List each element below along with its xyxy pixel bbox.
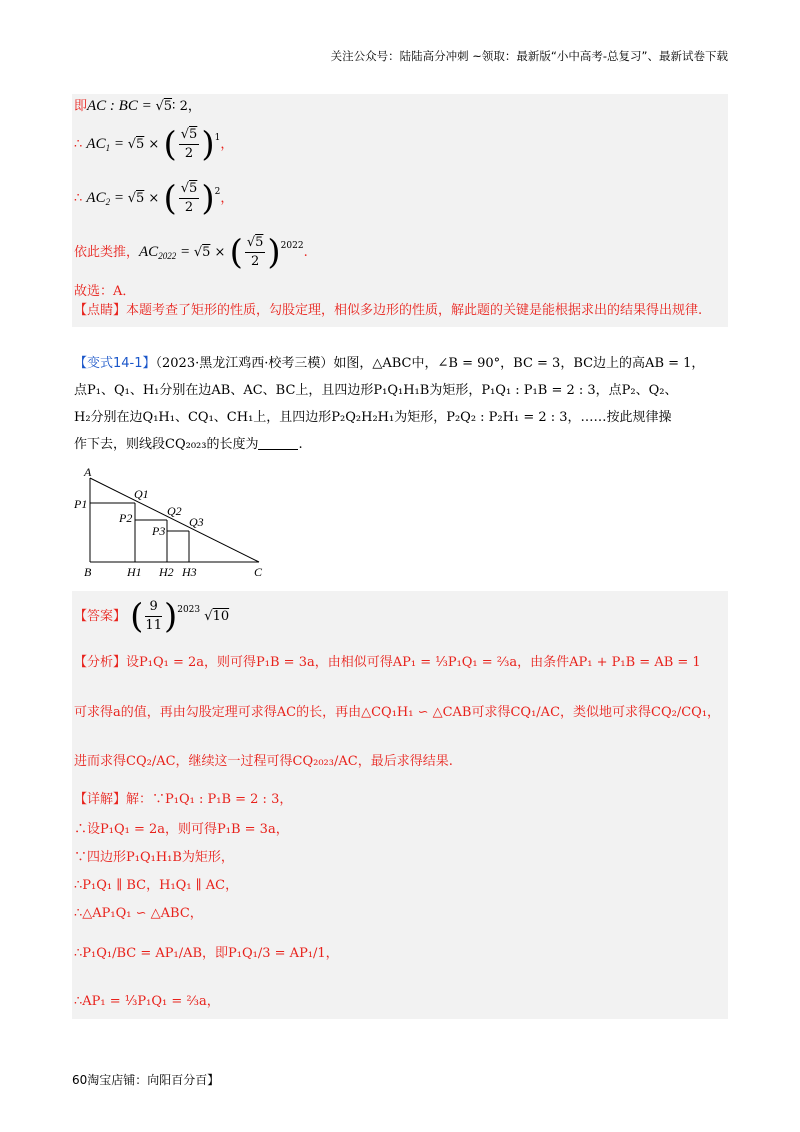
answer-line: 【答案】 ( $\frac{9}{11}$ )$^{2023}$ √10 (74, 596, 230, 637)
label-P2: P2 (119, 511, 133, 525)
detail-line-6: ∴P₁Q₁/BC = AP₁/AB，即P₁Q₁/3 = AP₁/1， (74, 946, 339, 961)
detail-line-7: ∴AP₁ = ⅓P₁Q₁ = ⅔a， (74, 994, 220, 1009)
label-P3: P3 (152, 524, 166, 538)
prev-comment: 【点睛】本题考查了矩形的性质，勾股定理，相似多边形的性质，解此题的关键是能根据求出的结果得出规律. (74, 303, 703, 318)
label-A: A (84, 465, 92, 479)
prev-line-ac2022: 依此类推，$AC_{2022} = √5$ × ( $\frac{√5}{2}$ )$^{2022}$. (74, 232, 308, 273)
detail-line-2: ∴设P₁Q₁ = 2a，则可得P₁B = 3a， (74, 822, 289, 837)
label-H3: H3 (182, 565, 197, 579)
page-footer: 60淘宝店铺：向阳百分百】 (72, 1073, 220, 1087)
label-H2: H2 (159, 565, 174, 579)
prev-line-ac2: ∴ $AC_2 = √5$ × ( $\frac{√5}{2}$ )$^2$， (74, 178, 234, 219)
detail-line-5: ∴△AP₁Q₁ ∽ △ABC， (74, 906, 203, 921)
prev-line-ratio: 即AC : BC = √5∶ 2， (74, 98, 201, 114)
triangle-figure (72, 464, 272, 584)
prev-line-ac1: ∴ $AC_1 = √5$ × ( $\frac{√5}{2}$ )$^1$， (74, 124, 234, 165)
detail-line-3: ∵四边形P₁Q₁H₁B为矩形， (74, 850, 234, 865)
problem-statement: 【变式14-1】（2023·黑龙江鸡西·校考三模）如图，△ABC中，∠B = 90°，BC = 3，BC边上的高AB = 1， 点P₁、Q₁、H₁分别在边AB、AC、BC上，且四边形P₁Q₁H₁B为矩形，P₁Q₁ : P₁B = 2 : 3，点P₂、Q₂、 H₂分别在边Q₁H₁、CQ₁、CH₁上，且四边形P₂Q₂H₂H₁为矩形，P₂Q₂ : P₂H₁ = 2 : 3，……按此规律操 作下去，则线段CQ₂₀₂₃的长度为 . (74, 356, 705, 452)
label-Q3: Q3 (189, 515, 204, 529)
page-header: 关注公众号：陆陆高分冲刺 ~领取：最新版“小中高考-总复习”、最新试卷下载 (330, 49, 728, 63)
label-P1: P1 (74, 497, 88, 511)
analysis-line-3: 进而求得CQ₂/AC，继续这一过程可得CQ₂₀₂₃/AC，最后求得结果. (74, 754, 453, 769)
answer-blank (258, 436, 298, 450)
label-Q1: Q1 (134, 487, 149, 501)
label-Q2: Q2 (167, 504, 182, 518)
label-B: B (84, 565, 92, 579)
detail-line-4: ∴P₁Q₁ ∥ BC，H₁Q₁ ∥ AC， (74, 878, 239, 893)
analysis-line-1: 【分析】设P₁Q₁ = 2a，则可得P₁B = 3a，由相似可得AP₁ = ⅓P₁Q₁ = ⅔a，由条件AP₁ + P₁B = AB = 1 (74, 655, 701, 670)
detail-line-1: 【详解】解：∵P₁Q₁ : P₁B = 2 : 3， (74, 792, 293, 807)
prev-choice: 故选：A． (74, 284, 136, 299)
label-C: C (254, 565, 263, 579)
label-H1: H1 (127, 565, 142, 579)
analysis-line-2: 可求得a的值，再由勾股定理可求得AC的长，再由△CQ₁H₁ ∽ △CAB可求得CQ₁/AC，类似地可求得CQ₂/CQ₁， (74, 705, 721, 720)
